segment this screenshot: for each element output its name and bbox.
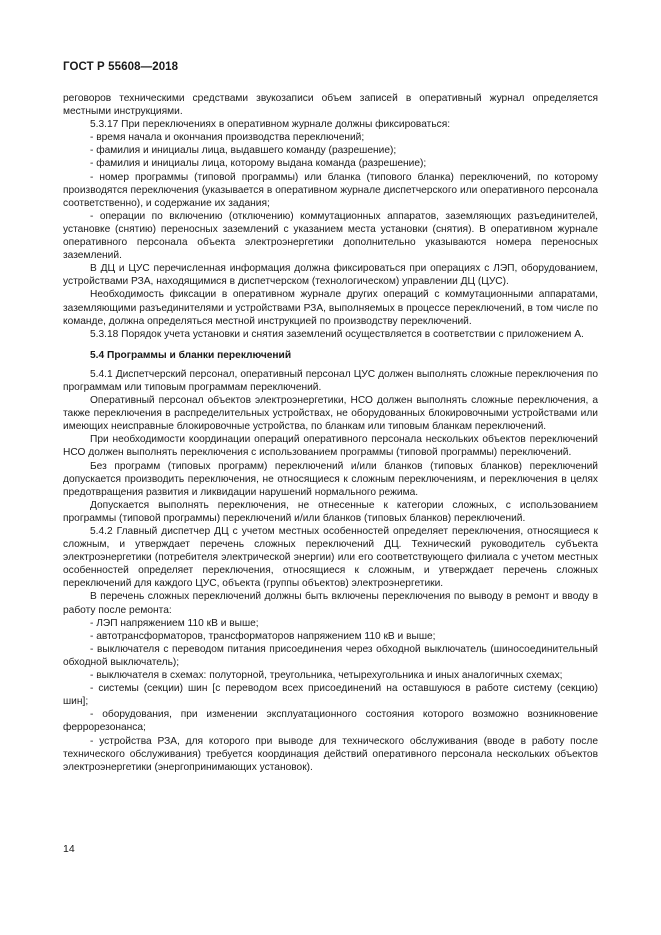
list-item: - ЛЭП напряжением 110 кВ и выше; bbox=[90, 617, 259, 629]
paragraph: 5.4.2 Главный диспетчер ДЦ с учетом местных особенностей определяет переключения, относящиеся к сложным, и утверждает перечень сложных переключений ДЦ. Технический руководитель субъекта электроэнергетики (потребителя электрической энергии) или его соответствующего филиала с учетом местных особенностей определяет переключения, относящиеся к сложным, и утверждает перечень сложных переключений для каждого ЦУС, объекта (группы объектов) электроэнергетики. bbox=[63, 526, 598, 590]
paragraph: При необходимости координации операций оперативного персонала нескольких объектов переключений НСО должен выполнять переключения с использованием программы (типовой программы) переключений. bbox=[63, 434, 598, 459]
paragraph: реговоров техническими средствами звукозаписи объем записей в оперативный журнал определяется местными инструкциями. bbox=[63, 93, 598, 118]
list-item: - оборудования, при изменении эксплуатационного состояния которого возможно возникновение феррорезонанса; bbox=[63, 709, 598, 734]
list-item: - время начала и окончания производства переключений; bbox=[90, 132, 365, 144]
page-number: 14 bbox=[63, 843, 75, 855]
list-item: - операции по включению (отключению) коммутационных аппаратов, заземляющих разъединителей, установке (снятию) переносных заземлений с указанием места установки (снятия). В оперативном журнале оперативного персонала объекта электроэнергетики дополнительно указываются номера переносных заземлений. bbox=[63, 210, 598, 262]
list-item: - автотрансформаторов, трансформаторов напряжением 110 кВ и выше; bbox=[90, 630, 436, 642]
list-item: - устройства РЗА, для которого при выводе для технического обслуживания (вводе в работу после технического обслуживания) требуется координация действий оперативного персонала нескольких объектов электроэнергетики (энергопринимающих установок). bbox=[63, 735, 598, 773]
list-item: - системы (секции) шин [с переводом всех присоединений на оставшуюся в работе систему (секцию) шин]; bbox=[63, 683, 598, 708]
section-heading: 5.4 Программы и бланки переключений bbox=[90, 349, 292, 361]
list-item: - фамилия и инициалы лица, которому выдана команда (разрешение); bbox=[90, 158, 427, 170]
paragraph: 5.3.17 При переключениях в оперативном журнале должны фиксироваться: bbox=[90, 119, 451, 131]
paragraph: Оперативный персонал объектов электроэнергетики, НСО должен выполнять сложные переключения, а также переключения в распределительных устройствах, не оборудованных блокировочными устройствами или имеющих неисправные блокировочные устройства, по бланкам или типовым бланкам переключений. bbox=[63, 395, 598, 433]
list-item: - выключателя с переводом питания присоединения через обходной выключатель (шиносоединительный обходной выключатель); bbox=[63, 643, 598, 668]
paragraph: В перечень сложных переключений должны быть включены переключения по выводу в ремонт и вводу в работу после ремонта: bbox=[63, 591, 598, 616]
list-item: - номер программы (типовой программы) или бланка (типового бланка) переключений, по которому производятся переключения (указывается в оперативном журнале диспетчерского или оперативного персонала соответственно), и содержание их задания; bbox=[63, 171, 598, 209]
paragraph: Допускается выполнять переключения, не отнесенные к категории сложных, с использованием программы (типовой программы) переключений и/или бланков (типовых бланков) переключений. bbox=[63, 499, 598, 524]
list-item: - фамилия и инициалы лица, выдавшего команду (разрешение); bbox=[90, 145, 397, 157]
list-item: - выключателя в схемах: полуторной, треугольника, четырехугольника и иных аналогичных схемах; bbox=[90, 670, 563, 682]
paragraph: Без программ (типовых программ) переключений и/или бланков (типовых бланков) переключений допускается производить переключения, не относящиеся к сложным переключениям, и переключения в целях предотвращения развития и ликвидации нарушений нормального режима. bbox=[63, 460, 598, 498]
paragraph: 5.4.1 Диспетчерский персонал, оперативный персонал ЦУС должен выполнять сложные переключения по программам или типовым программам переключений. bbox=[63, 368, 598, 393]
paragraph: Необходимость фиксации в оперативном журнале других операций с коммутационными аппаратами, заземляющими разъединителями и устройствами РЗА, выполняемых в процессе переключений, в том числе по команде, должна определяться местной инструкцией по производству переключений. bbox=[63, 289, 598, 327]
paragraph: В ДЦ и ЦУС перечисленная информация должна фиксироваться при операциях с ЛЭП, оборудованием, устройствами РЗА, находящимися в диспетчерском (технологическом) управлении ДЦ (ЦУС). bbox=[63, 263, 598, 288]
document-body bbox=[63, 92, 598, 774]
paragraph: 5.3.18 Порядок учета установки и снятия заземлений осуществляется в соответствии с приложением А. bbox=[90, 328, 584, 340]
document-header: ГОСТ Р 55608—2018 bbox=[63, 61, 179, 73]
